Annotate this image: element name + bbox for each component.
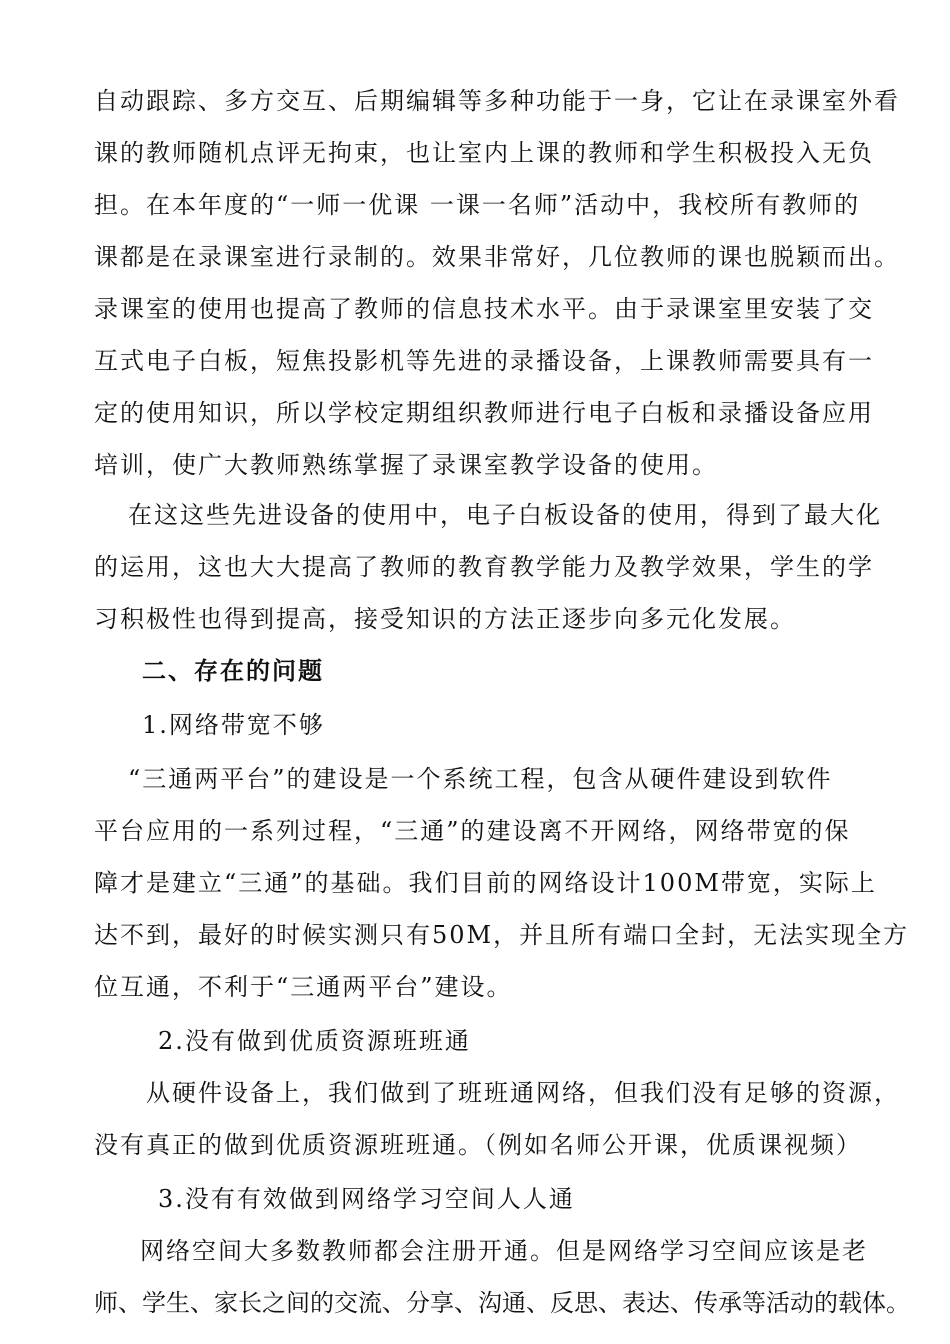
- text-line: 习积极性也得到提高，接受知识的方法正逐步向多元化发展。: [94, 605, 796, 633]
- text-line: 担。在本年度的“一师一优课 一课一名师”活动中，我校所有教师的: [94, 191, 861, 219]
- text-line: 录课室的使用也提高了教师的信息技术水平。由于录课室里安装了交: [94, 295, 874, 323]
- text-line: 定的使用知识，所以学校定期组织教师进行电子白板和录播设备应用: [94, 399, 874, 427]
- text-line: 互式电子白板，短焦投影机等先进的录播设备，上课教师需要具有一: [94, 347, 874, 375]
- text-line: 位互通，不利于“三通两平台”建设。: [94, 973, 513, 1001]
- text-line: 自动跟踪、多方交互、后期编辑等多种功能于一身，它让在录课室外看: [94, 87, 900, 115]
- text-line: 的运用，这也大大提高了教师的教育教学能力及教学效果，学生的学: [94, 553, 874, 581]
- text-line: 师、学生、家长之间的交流、分享、沟通、反思、表达、传承等活动的载体。: [94, 1289, 910, 1317]
- text-line: 培训，使广大教师熟练掌握了录课室教学设备的使用。: [94, 451, 718, 479]
- paragraph-start-line: 网络空间大多数教师都会注册开通。但是网络学习空间应该是老: [140, 1237, 868, 1265]
- paragraph-start-line: 在这这些先进设备的使用中，电子白板设备的使用，得到了最大化: [128, 501, 882, 529]
- subsection-heading: 2.没有做到优质资源班班通: [158, 1027, 471, 1055]
- subsection-heading: 1.网络带宽不够: [142, 711, 325, 739]
- text-line: 课的教师随机点评无拘束，也让室内上课的教师和学生积极投入无负: [94, 139, 874, 167]
- text-line: 平台应用的一系列过程，“三通”的建设离不开网络，网络带宽的保: [94, 817, 851, 845]
- text-line: 没有真正的做到优质资源班班通。（例如名师公开课，优质课视频）: [94, 1131, 862, 1159]
- text-line: 障才是建立“三通”的基础。我们目前的网络设计100M带宽，实际上: [94, 869, 877, 897]
- paragraph-start-line: “三通两平台”的建设是一个系统工程，包含从硬件建设到软件: [128, 765, 833, 793]
- paragraph-start-line: 从硬件设备上，我们做到了班班通网络，但我们没有足够的资源，: [146, 1079, 900, 1107]
- text-line: 达不到，最好的时候实测只有50M，并且所有端口全封，无法实现全方: [94, 921, 910, 949]
- section-heading: 二、存在的问题: [142, 657, 324, 685]
- subsection-heading: 3.没有有效做到网络学习空间人人通: [158, 1185, 575, 1213]
- text-line: 课都是在录课室进行录制的。效果非常好，几位教师的课也脱颖而出。: [94, 243, 900, 271]
